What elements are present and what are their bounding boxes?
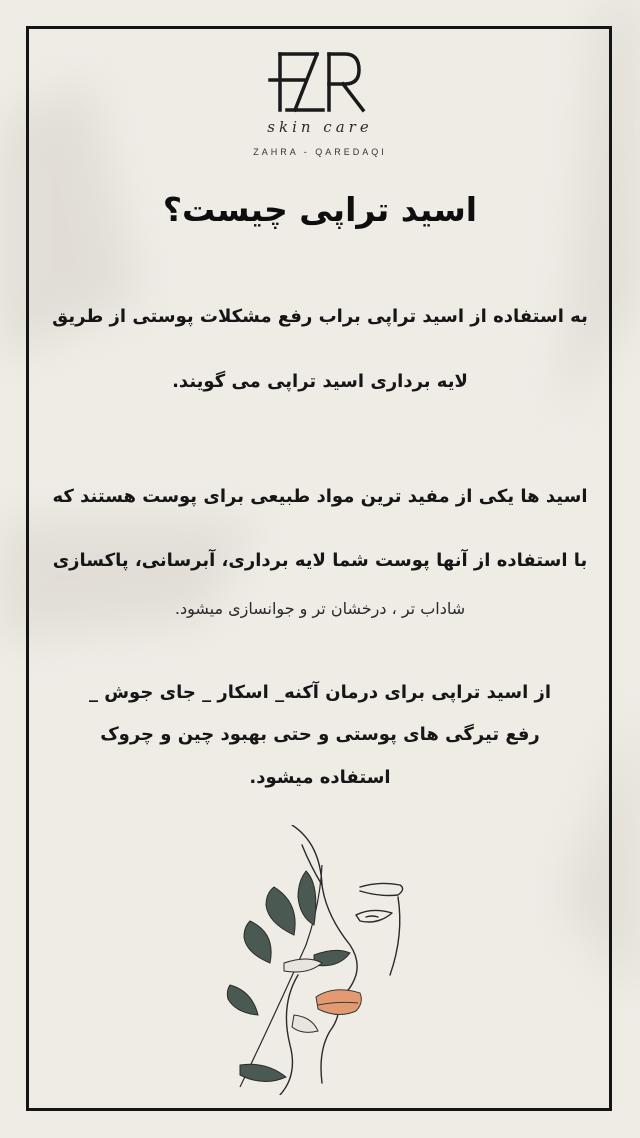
brand-logo xyxy=(0,46,640,157)
logo-name-text: ZAHRA - QAREDAQI xyxy=(253,147,387,157)
paragraph-2-line-3: شاداب تر ، درخشان تر و جوانسازی میشود. xyxy=(174,599,466,618)
face-line-art-illustration xyxy=(210,825,430,1095)
page-title: اسید تراپی چیست؟ xyxy=(162,190,478,229)
leaves xyxy=(227,871,350,1082)
paragraph-1-line-1: به استفاده از اسید تراپی براب رفع مشکلات پوستی از طریق xyxy=(52,306,588,327)
paragraph-3-line-1: از اسید تراپی برای درمان آکنه_ اسکار _ جای جوش _ xyxy=(88,682,552,703)
logo-script-text: skin care xyxy=(267,118,373,136)
paragraph-1-line-2: لایه برداری اسید تراپی می گویند. xyxy=(172,371,468,392)
paragraph-2-line-1: اسید ها یکی از مفید ترین مواد طبیعی برای پوست هستند که xyxy=(52,486,588,507)
paragraph-3-line-3: استفاده میشود. xyxy=(249,767,391,788)
paragraph-2-line-2: با استفاده از آنها پوست شما لایه برداری، آبرسانی، پاکسازی xyxy=(52,550,588,571)
paragraph-3-line-2: رفع تیرگی های پوستی و حتی بهبود چین و چروک xyxy=(100,724,540,745)
logo-monogram xyxy=(265,46,375,116)
